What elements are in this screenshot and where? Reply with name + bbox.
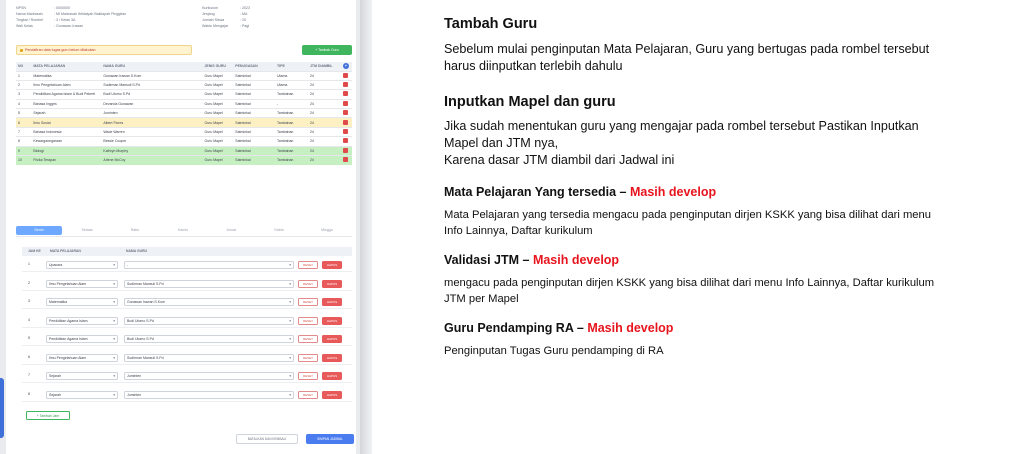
mapel-select[interactable]: Pendidikan Agama Islam ▾	[46, 317, 118, 325]
cell-jenis: Guru Mapel	[202, 137, 233, 146]
table-row	[16, 137, 352, 146]
warning-banner: Pendaftran data tugas guru belum dilakukan	[16, 45, 192, 55]
rombel-info	[16, 2, 346, 32]
cell-tipe: Tambahan	[275, 146, 308, 155]
cell-mapel: Matematika	[31, 71, 101, 80]
add-jam-button[interactable]: + Tambah Jam	[26, 411, 70, 420]
cell-mapel: Kewarganegaraan	[31, 137, 101, 146]
chevron-down-icon: ▾	[289, 263, 291, 267]
inputkan-line-2: Mapel dan JTM nya,	[444, 136, 559, 150]
guru-select[interactable]: Gunawan Irawan S.Kom ▾	[124, 298, 294, 306]
tab-day[interactable]: Selasa	[81, 228, 93, 232]
cell-mapel: Ilmu Sosial	[31, 118, 101, 127]
jadwal-row	[22, 295, 352, 309]
status-badge: Masih develop	[587, 321, 674, 335]
tambah-guru-line-1: Sebelum mulai penginputan Mata Pelajaran, Guru yang bertugas pada rombel tersebut	[444, 42, 930, 56]
jam-ke: 3	[28, 299, 30, 303]
chevron-down-icon: ▾	[113, 337, 115, 341]
reset-button[interactable]: RESET	[298, 280, 318, 288]
sidebar-accent	[0, 378, 4, 438]
cell-no: 10	[16, 156, 31, 165]
cell-action	[341, 90, 352, 99]
hapus-button[interactable]: HAPUS	[322, 261, 342, 269]
cell-mapel: Biologi	[31, 146, 101, 155]
cell-action	[341, 99, 352, 108]
col-jadwal-mapel: MATA PELAJARAN	[50, 249, 81, 253]
chevron-down-icon: ▾	[289, 300, 291, 304]
tambah-guru-line-2: harus diinputkan terlebih dahulu	[444, 59, 623, 73]
info-tingkat: Tingkat / Rombel : 3 / Kelas 3A	[16, 18, 76, 22]
cell-jtm: 24	[308, 99, 341, 108]
cell-penugasan: Satminkal	[233, 109, 275, 118]
table-row	[16, 99, 352, 108]
cell-action	[341, 118, 352, 127]
cell-no: 4	[16, 99, 31, 108]
day-tabs	[16, 226, 352, 235]
trash-icon[interactable]	[343, 73, 348, 78]
chevron-down-icon: ▾	[289, 281, 291, 286]
chevron-down-icon: ▾	[113, 263, 115, 267]
validasi-line-1: mengacu pada penginputan dirjen KSKK yang bisa dilihat dari menu Info Lainnya, Daftar kurikulum	[444, 277, 935, 289]
hapus-button[interactable]: HAPUS	[322, 354, 342, 362]
chevron-down-icon: ▾	[289, 374, 291, 378]
jam-ke: 4	[28, 317, 30, 322]
mapel-select[interactable]: Ilmu Pengetahuan Alam ▾	[46, 354, 118, 362]
col-penugasan: PENUGASAN	[233, 62, 275, 71]
hapus-button[interactable]: HAPUS	[322, 280, 342, 288]
chevron-down-icon: ▾	[289, 355, 291, 360]
trash-icon[interactable]	[343, 138, 348, 143]
guru-select[interactable]: Juminten ▾	[124, 391, 294, 399]
hapus-button[interactable]: HAPUS	[322, 372, 342, 380]
table-row	[16, 118, 352, 127]
chevron-down-icon: ▾	[113, 281, 115, 286]
cell-penugasan: Satminkal	[233, 146, 275, 155]
cell-guru: Devanda Gunawan	[101, 99, 202, 108]
cell-jenis: Guru Mapel	[202, 127, 233, 136]
hapus-button[interactable]: HAPUS	[322, 335, 342, 343]
jadwal-header	[22, 247, 352, 256]
chevron-down-icon: ▾	[289, 392, 291, 397]
cell-guru: Gunawan Irawan S.Kom	[101, 71, 202, 80]
mapel-line-1: Mata Pelajaran yang tersedia mengacu pada penginputan dirjen KSKK yang bisa dilihat dari menu	[444, 209, 931, 221]
cell-penugasan: Satminkal	[233, 118, 275, 127]
cell-tipe: Tambahan	[275, 109, 308, 118]
chevron-down-icon: ▾	[289, 318, 291, 323]
chevron-down-icon: ▾	[113, 355, 115, 360]
hapus-button[interactable]: HAPUS	[322, 391, 342, 399]
jadwal-row	[22, 388, 352, 402]
cell-jtm: 24	[308, 146, 341, 155]
cell-guru: Sudirman Mansuli S.Pd	[101, 80, 202, 89]
cell-jtm: 24	[308, 137, 341, 146]
jadwal-row	[22, 351, 352, 365]
cell-guru: Kathryn Murphy	[101, 146, 202, 155]
inputkan-line-1: Jika sudah menentukan guru yang mengajar pada rombel tersebut Pastikan Inputkan	[444, 119, 919, 133]
trash-icon[interactable]	[343, 148, 348, 153]
cell-jenis: Guru Mapel	[202, 109, 233, 118]
trash-icon[interactable]	[343, 157, 348, 162]
cell-penugasan: Satminkal	[233, 156, 275, 165]
cell-no: 5	[16, 109, 31, 118]
mapel-select[interactable]: Upacara ▾	[46, 261, 118, 269]
cell-jtm: 24	[308, 80, 341, 89]
add-guru-button[interactable]: + Tambah Guru	[302, 45, 352, 55]
chevron-down-icon: ▾	[113, 318, 115, 323]
guru-table	[16, 62, 352, 165]
cell-guru: Albert Flores	[101, 118, 202, 127]
reset-button[interactable]: RESET	[298, 261, 318, 269]
col-guru: NAMA GURU	[101, 62, 202, 71]
validasi-line-2: JTM per Mapel	[444, 293, 519, 305]
reset-button[interactable]: RESET	[298, 317, 318, 325]
cell-penugasan: Satminkal	[233, 127, 275, 136]
tab-day[interactable]: Sabtu	[274, 228, 284, 232]
cell-jtm: 24	[308, 71, 341, 80]
heading-inputkan: Inputkan Mapel dan guru	[444, 94, 616, 110]
cell-action	[341, 156, 352, 165]
mapel-select[interactable]: Sejarah ▾	[46, 372, 118, 380]
heading-validasi: Validasi JTM – Masih develop	[444, 253, 620, 267]
info-jenjang: Jenjang : MA	[202, 12, 248, 16]
jam-ke: 1	[28, 262, 30, 266]
day-tabs-divider	[16, 236, 352, 237]
jam-ke: 8	[28, 391, 30, 396]
chevron-down-icon: ▾	[113, 300, 115, 304]
mapel-select[interactable]: Pendidikan Agama Islam ▾	[46, 335, 118, 343]
cell-penugasan: Satminkal	[233, 80, 275, 89]
hapus-button[interactable]: HAPUS	[322, 298, 342, 306]
info-kurikulum: Kurikulum : 2023	[202, 6, 250, 10]
cell-tipe: Tambahan	[275, 118, 308, 127]
trash-icon[interactable]	[343, 91, 348, 96]
cell-jtm: 24	[308, 90, 341, 99]
heading-pendamping: Guru Pendamping RA – Masih develop	[444, 321, 674, 335]
app-screenshot	[0, 0, 372, 454]
cell-jenis: Guru Mapel	[202, 80, 233, 89]
table-header-row	[16, 62, 352, 71]
cell-jenis: Guru Mapel	[202, 156, 233, 165]
status-badge: Masih develop	[532, 253, 620, 267]
cell-action	[341, 137, 352, 146]
mapel-select[interactable]: Ilmu Pengetahuan Alam ▾	[46, 280, 118, 288]
cell-penugasan: Satminkal	[233, 99, 275, 108]
cell-guru: Bessie Cooper	[101, 137, 202, 146]
chevron-down-icon: ▾	[289, 337, 291, 341]
cell-mapel: Bahasa Indonesia	[31, 127, 101, 136]
jam-ke: 2	[28, 280, 30, 285]
cell-no: 9	[16, 146, 31, 155]
guru-select[interactable]: Sudirman Mansuli S.Pd ▾	[124, 354, 294, 362]
cell-jtm: 24	[308, 127, 341, 136]
cell-penugasan: Satminkal	[233, 90, 275, 99]
reset-button[interactable]: RESET	[298, 298, 318, 306]
cell-jenis: Guru Mapel	[202, 146, 233, 155]
tab-day[interactable]: Rabu	[130, 228, 140, 232]
mapel-select[interactable]: Matematika ▾	[46, 298, 118, 306]
table-row	[16, 156, 352, 165]
cell-no: 7	[16, 127, 31, 136]
cell-tipe: Tambahan	[275, 156, 308, 165]
cell-action	[341, 127, 352, 136]
cell-tipe: Utama	[275, 71, 308, 80]
cell-mapel: Ilmu Pengetahuan Alam	[31, 80, 101, 89]
tab-day[interactable]: Kamis	[178, 228, 188, 232]
jadwal-row	[22, 314, 352, 328]
cell-no: 8	[16, 137, 31, 146]
heading-mapel-tersedia: Mata Pelajaran Yang tersedia – Masih develop	[444, 185, 717, 199]
jam-ke: 7	[28, 373, 30, 377]
trash-icon[interactable]	[343, 110, 348, 115]
col-jadwal-guru: NAMA GURU	[126, 249, 147, 253]
guru-select[interactable]: Budi Utomo S.Pd ▾	[124, 317, 294, 325]
cell-no: 2	[16, 80, 31, 89]
table-row	[16, 71, 352, 80]
cell-mapel: Sejarah	[31, 109, 101, 118]
reset-button[interactable]: RESET	[298, 354, 318, 362]
cell-jenis: Guru Mapel	[202, 71, 233, 80]
inputkan-line-3: Karena dasar JTM diambil dari Jadwal ini	[444, 153, 675, 167]
mapel-select[interactable]: Sejarah ▾	[46, 391, 118, 399]
cancel-back-button[interactable]: BATALKAN DAN KEMBALI	[236, 434, 298, 444]
guru-select[interactable]: Budi Utomo S.Pd ▾	[124, 335, 294, 343]
trash-icon[interactable]	[343, 129, 348, 134]
cell-jenis: Guru Mapel	[202, 90, 233, 99]
cell-guru: Wade Warren	[101, 127, 202, 136]
tab-day[interactable]: Jumat	[226, 228, 236, 232]
status-badge: Masih develop	[629, 185, 717, 199]
jam-ke: 5	[28, 336, 30, 340]
jadwal-row	[22, 332, 352, 346]
jadwal-row	[22, 277, 352, 291]
warning-icon	[20, 49, 23, 52]
reset-button[interactable]: RESET	[298, 372, 318, 380]
cell-jtm: 24	[308, 118, 341, 127]
col-jenis: JENIS GURU	[202, 62, 233, 71]
col-no: NO	[16, 62, 31, 71]
table-row	[16, 90, 352, 99]
table-row	[16, 127, 352, 136]
info-waktu: Waktu Mengajar : Pagi	[202, 24, 250, 28]
cell-tipe: Tambahan	[275, 90, 308, 99]
info-jumlah-siswa: Jumlah Siswa : 20	[202, 18, 246, 22]
cell-penugasan: Satminkal	[233, 71, 275, 80]
heading-tambah-guru: Tambah Guru	[444, 16, 538, 32]
info-wali-kelas: Wali Kelas : Gunawan Irawan	[16, 24, 84, 28]
trash-icon[interactable]	[343, 82, 348, 87]
jadwal-row	[22, 369, 352, 383]
cell-tipe: -	[275, 99, 308, 108]
table-row	[16, 80, 352, 89]
cell-action	[341, 109, 352, 118]
guru-select[interactable]: Juminten ▾	[124, 372, 294, 380]
cell-action	[341, 146, 352, 155]
cell-action	[341, 71, 352, 80]
cell-jtm: 24	[308, 109, 341, 118]
chevron-down-icon: ▾	[113, 374, 115, 378]
table-row	[16, 146, 352, 155]
cell-tipe: Tambahan	[275, 137, 308, 146]
trash-icon[interactable]	[343, 120, 348, 125]
tab-day[interactable]: Minggu	[321, 228, 333, 232]
tab-day[interactable]: Senin	[16, 226, 62, 235]
chevron-down-icon: ▾	[113, 392, 115, 397]
reset-button[interactable]: RESET	[298, 335, 318, 343]
cell-penugasan: Satminkal	[233, 137, 275, 146]
cell-tipe: Utama	[275, 80, 308, 89]
cell-tipe: Tambahan	[275, 127, 308, 136]
cell-guru: Juminten	[101, 109, 202, 118]
info-npsn: NPSN : 0000000	[16, 6, 70, 10]
cell-guru: Arlene McCoy	[101, 156, 202, 165]
document-body	[444, 0, 1004, 454]
trash-icon[interactable]	[343, 101, 348, 106]
info-madrasah: Nama Madrasah : MI Madrasah Ibtidaiyah Bakilapah Pinggitan	[16, 12, 127, 16]
mapel-line-2: Info Lainnya, Daftar kurikulum	[444, 225, 593, 237]
pendamping-line-1: Penginputan Tugas Guru pendamping di RA	[444, 345, 664, 357]
guru-select[interactable]: - ▾	[124, 261, 294, 269]
col-jam-ke: JAM KE	[28, 249, 41, 253]
screenshot-edge-shadow	[360, 0, 372, 454]
guru-select[interactable]: Sudirman Mansuli S.Pd ▾	[124, 280, 294, 288]
cell-jenis: Guru Mapel	[202, 99, 233, 108]
rombel-card	[6, 0, 356, 454]
jam-ke: 6	[28, 354, 30, 359]
col-add	[341, 62, 352, 71]
jadwal-row	[22, 258, 352, 272]
cell-no: 6	[16, 118, 31, 127]
add-row-icon[interactable]: +	[344, 63, 348, 69]
cell-action	[341, 80, 352, 89]
hapus-button[interactable]: HAPUS	[322, 317, 342, 325]
reset-button[interactable]: RESET	[298, 391, 318, 399]
col-tipe: TIPE	[275, 62, 308, 71]
cell-no: 1	[16, 71, 31, 80]
cell-no: 3	[16, 90, 31, 99]
cell-guru: Budi Utomo S.Pd	[101, 90, 202, 99]
col-jtm: JTM DIAMBIL	[308, 62, 341, 71]
cell-mapel: Bahasa Inggris	[31, 99, 101, 108]
col-mapel: MATA PELAJARAN	[31, 62, 101, 71]
cell-mapel: Fisika Terapan	[31, 156, 101, 165]
cell-mapel: Pendidikan Agama Islam & Budi Pekerti	[31, 90, 101, 99]
table-row	[16, 109, 352, 118]
cell-jenis: Guru Mapel	[202, 118, 233, 127]
save-jadwal-button[interactable]: SIMPAN JADWAL	[306, 434, 354, 444]
cell-jtm: 24	[308, 156, 341, 165]
